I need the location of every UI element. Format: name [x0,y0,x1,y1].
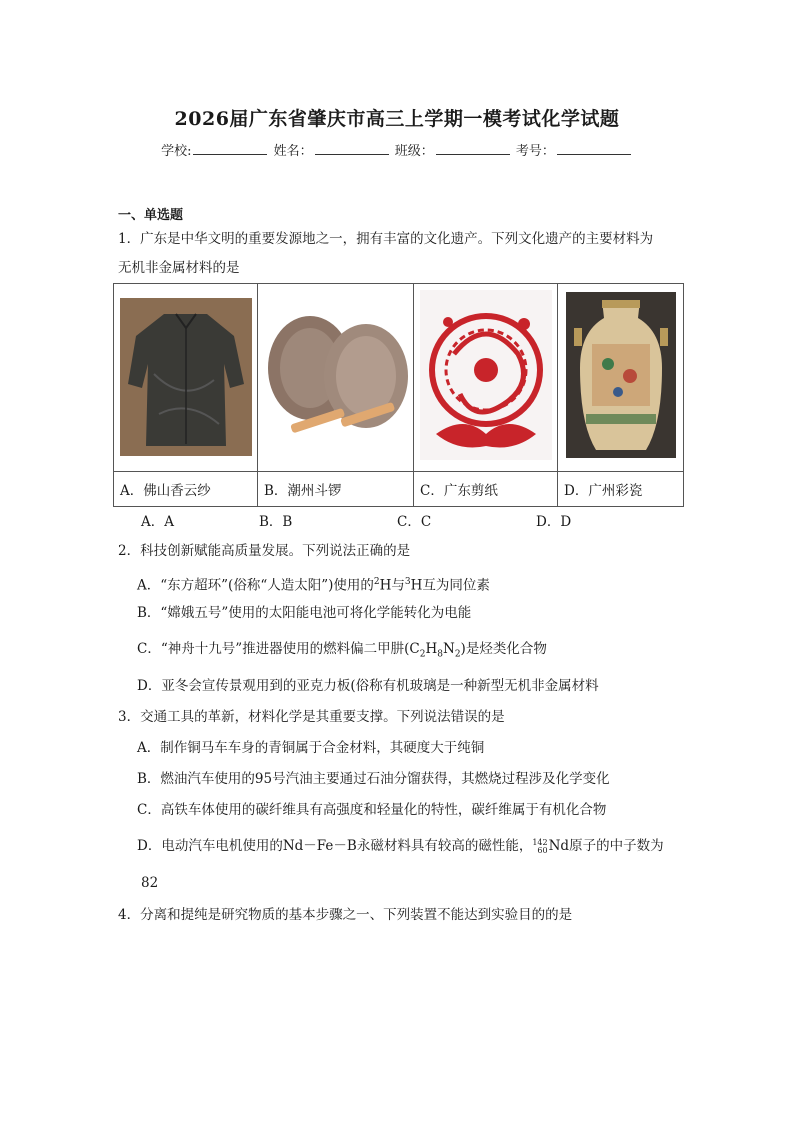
q2-option-d[interactable]: D．亚冬会宣传景观用到的亚克力板(俗称有机玻璃是一种新型无机非金属材料 [137,678,599,694]
q3-option-d-continued: 82 [141,875,159,891]
image-cell-b [258,284,414,472]
nd-isotope-notation: 142 60 [532,837,548,855]
q1-stem-line2: 无机非金属材料的是 [118,260,240,276]
id-label: 考号： [515,144,555,159]
q1-materials-table [113,283,684,507]
caption-d: D．广州彩瓷 [558,472,684,507]
caption-a: A．佛山香云纱 [114,472,258,507]
silk-shirt-image [114,284,257,467]
q4-stem: 4．分离和提纯是研究物质的基本步骤之一、下列装置不能达到实验目的的是 [118,907,573,923]
name-label: 姓名： [273,144,313,159]
name-blank[interactable] [315,142,389,155]
image-cell-a [114,284,258,472]
q1-answer-b[interactable]: B．B [259,514,293,530]
q1-answer-a[interactable]: A．A [141,514,174,530]
q1-answer-c[interactable]: C．C [397,514,432,530]
image-cell-d [558,284,684,472]
class-label: 班级： [394,144,434,159]
q1-stem-line1: 1．广东是中华文明的重要发源地之一，拥有丰富的文化遗产。下列文化遗产的主要材料为 [118,231,654,247]
q2-option-c[interactable]: C．“神舟十九号”推进器使用的燃料偏二甲肼$(C_2H_8N_2)$是烃类化合物 [137,641,547,660]
q2-option-b[interactable]: B．“嫦娥五号”使用的太阳能电池可将化学能转化为电能 [137,605,472,621]
q3-stem: 3．交通工具的革新，材料化学是其重要支撑。下列说法错误的是 [118,709,505,725]
section-heading: 一、单选题 [118,208,184,223]
school-blank[interactable] [193,142,267,155]
q3-option-a[interactable]: A．制作铜马车车身的青铜属于合金材料，其硬度大于纯铜 [137,740,485,756]
q3-option-d[interactable]: D．电动汽车电机使用的Nd－Fe－B永磁材料具有较高的磁性能，142 60Nd原子的中子数为 [137,837,664,855]
caption-c: C．广东剪纸 [414,472,558,507]
paper-cut-image [414,284,557,467]
school-label: 学校: [161,144,192,159]
id-blank[interactable] [557,142,631,155]
q1-answer-d[interactable]: D．D [536,514,572,530]
student-info-line [0,140,794,159]
q2-option-a[interactable]: A．“东方超环”(俗称“人造太阳”)使用的$^2$H与$^3$H互为同位素 [137,577,490,594]
class-blank[interactable] [436,142,510,155]
caption-b: B．潮州斗锣 [258,472,414,507]
gong-image [258,284,413,467]
q2-stem: 2．科技创新赋能高质量发展。下列说法正确的是 [118,543,411,559]
q3-option-b[interactable]: B．燃油汽车使用的95号汽油主要通过石油分馏获得，其燃烧过程涉及化学变化 [137,771,610,787]
q3-option-c[interactable]: C．高铁车体使用的碳纤维具有高强度和轻量化的特性，碳纤维属于有机化合物 [137,802,607,818]
image-cell-c [414,284,558,472]
porcelain-vase-image [558,284,683,467]
page-title: 2026届广东省肇庆市高三上学期一模考试化学试题 [174,108,620,130]
